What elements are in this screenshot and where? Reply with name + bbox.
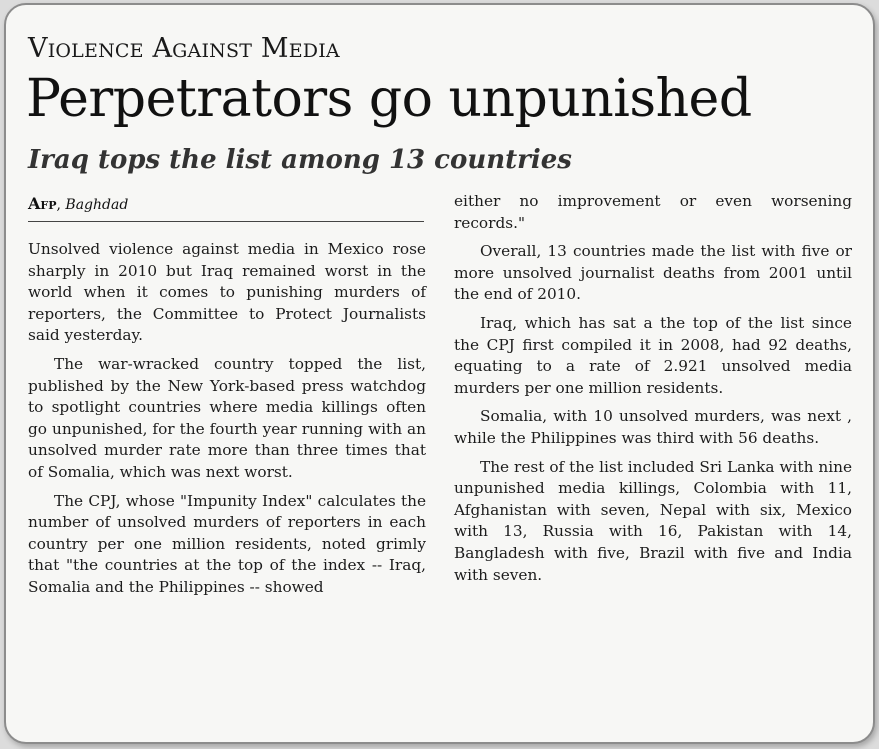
section-kicker: Violence Against Media [28, 33, 340, 64]
paragraph: The war-wracked country topped the list, published by the New York-based press watchdog to spotlight countries where media killings often go unpunished, for the fourth year running with an unsolved murder rate more than three times that of Somalia, which was next worst. [28, 354, 426, 481]
paragraph: Iraq, which has sat a the top of the list since the CPJ first compiled it in 2008, had 92 deaths, equating to a rate of 2.921 unsolved media murders per one million residents. [454, 313, 852, 397]
paragraph: Overall, 13 countries made the list with five or more unsolved journalist deaths from 2001 until the end of 2010. [454, 242, 852, 304]
article-column-right [454, 191, 852, 593]
byline-place: Baghdad [65, 197, 129, 213]
byline-separator: , [56, 197, 66, 213]
byline [28, 194, 424, 222]
paragraph: Unsolved violence against media in Mexico rose sharply in 2010 but Iraq remained worst in the world when it comes to punishing murders of reporters, the Committee to Protect Journalists said yesterday. [28, 240, 426, 345]
paragraph: The CPJ, whose "Impunity Index" calculates the number of unsolved murders of reporters in each country per one million residents, noted grimly that "the countries at the top of the index -- Iraq, Somalia and the Philippines -- showed [28, 491, 426, 596]
paragraph: The rest of the list included Sri Lanka with nine unpunished media killings, Colombia with 11, Afghanistan with seven, Nepal with six, Mexico with 13, Russia with 16, Pakistan with 14, Bangladesh with five, Brazil with five and India with seven. [454, 457, 852, 584]
paragraph: Somalia, with 10 unsolved murders, was next , while the Philippines was third with 56 deaths. [454, 407, 852, 447]
subheadline: Iraq tops the list among 13 countries [28, 145, 572, 175]
newspaper-clipping [4, 3, 875, 744]
article-column-left [28, 239, 426, 606]
byline-agency: Afp [28, 194, 57, 213]
headline: Perpetrators go unpunished [26, 69, 752, 129]
paragraph: either no improvement or even worsening records." [454, 192, 852, 232]
